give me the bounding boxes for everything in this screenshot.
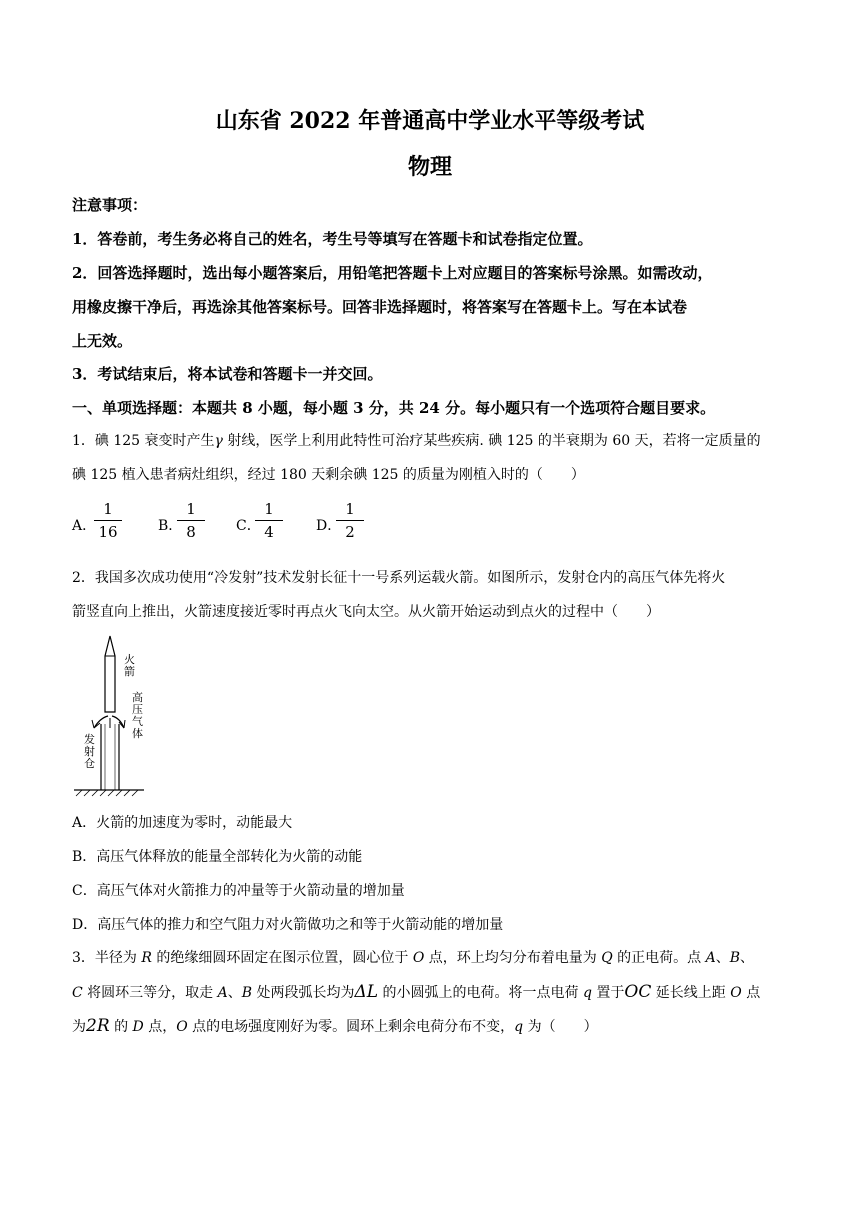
q3-line1: [72, 947, 792, 967]
symbol-A: A: [217, 985, 228, 1001]
q3-line2: [72, 982, 792, 1002]
symbol-q: q: [514, 1019, 524, 1035]
fraction-numerator: 1: [103, 500, 113, 518]
q1-option-d-fraction: [336, 500, 364, 541]
q3-text: 点: [741, 985, 761, 1001]
q3-text: 的: [109, 1019, 133, 1035]
note-item-2-line1: 2．回答选择题时，选出每小题答案后，用铅笔把答题卡上对应题目的答案标号涂黑。如需改动，: [72, 264, 713, 282]
fraction-bar: [336, 520, 364, 521]
symbol-A: A: [705, 950, 716, 966]
q1-text-a: 1．碘 125 衰变时产生: [72, 433, 215, 449]
q3-text: 处两段弧长均为: [252, 985, 355, 1001]
section-heading: 一、单项选择题：本题共 8 小题，每小题 3 分，共 24 分。每小题只有一个选项符合题目要求。: [72, 399, 716, 417]
fraction-bar: [94, 520, 122, 521]
q3-text: 为（ ）: [523, 1019, 598, 1035]
symbol-O: O: [730, 985, 742, 1001]
fraction-bar: [255, 520, 283, 521]
fraction-denominator: 8: [186, 523, 196, 541]
symbol-C: C: [72, 985, 83, 1001]
symbol-delta-L: ΔL: [354, 982, 379, 1002]
silo-label: 发射仓: [84, 733, 95, 770]
fraction-denominator: 2: [345, 523, 355, 541]
symbol-O: O: [176, 1019, 188, 1035]
q3-text: 点，环上均匀分布着电量为: [424, 950, 602, 966]
q1-option-c-fraction: [255, 500, 283, 541]
q2-option-b: B．高压气体释放的能量全部转化为火箭的动能: [72, 849, 363, 865]
fraction-denominator: 16: [98, 523, 118, 541]
q1-option-b-label: B．: [158, 518, 183, 534]
q1-option-a-label: A．: [72, 518, 97, 534]
fraction-denominator: 4: [264, 523, 274, 541]
symbol-B: B: [729, 950, 741, 966]
symbol-D: D: [132, 1019, 144, 1035]
q2-option-c: C．高压气体对火箭推力的冲量等于火箭动量的增加量: [72, 883, 405, 899]
rocket-launch-figure: [72, 632, 152, 802]
q3-text: 、: [715, 950, 730, 966]
exam-title: 山东省 2022 年普通高中学业水平等级考试: [215, 108, 645, 134]
q3-text: 置于: [591, 985, 625, 1001]
q3-text: 的绝缘细圆环固定在图示位置，圆心位于: [151, 950, 413, 966]
q1-text-b: 射线，医学上利用此特性可治疗某些疾病. 碘 125 的半衰期为 60 天，若将一定质量的: [222, 433, 761, 449]
q3-text: 、: [740, 950, 755, 966]
symbol-R: R: [141, 950, 152, 966]
gamma-symbol: γ: [214, 433, 223, 449]
q3-text: 的正电荷。点: [612, 950, 706, 966]
q2-line2: 箭竖直向上推出，火箭速度接近零时再点火飞向太空。从火箭开始运动到点火的过程中（ ）: [72, 604, 660, 620]
gas-label: 高压气体: [132, 691, 143, 740]
q3-text: 将圆环三等分，取走: [82, 985, 218, 1001]
q1-line2: 碘 125 植入患者病灶组织，经过 180 天剩余碘 125 的质量为刚植入时的（ ）: [72, 467, 585, 483]
q3-text: 3．半径为: [72, 950, 142, 966]
note-item-2-line3: 上无效。: [72, 332, 133, 350]
symbol-q: q: [582, 985, 592, 1001]
notes-heading: 注意事项：: [72, 196, 148, 214]
q3-text: 点，: [143, 1019, 177, 1035]
note-item-2-line2: 用橡皮擦干净后，再选涂其他答案标号。回答非选择题时，将答案写在答题卡上。写在本试卷: [72, 298, 688, 316]
q1-line1: [72, 430, 792, 450]
rocket-label: 火箭: [124, 653, 135, 678]
q2-option-a: A．火箭的加速度为零时，动能最大: [72, 815, 293, 831]
symbol-2R: 2R: [86, 1016, 110, 1036]
q1-option-d-label: D．: [316, 518, 342, 534]
q2-option-d: D．高压气体的推力和空气阻力对火箭做功之和等于火箭动能的增加量: [72, 917, 504, 933]
q1-option-b-fraction: [177, 500, 205, 541]
fraction-numerator: 1: [186, 500, 196, 518]
q3-text: 点的电场强度刚好为零。圆环上剩余电荷分布不变，: [187, 1019, 515, 1035]
q1-option-c-label: C．: [236, 518, 261, 534]
q2-line1: 2．我国多次成功使用“冷发射”技术发射长征十一号系列运载火箭。如图所示，发射仓内的高压气体先将火: [72, 570, 726, 586]
q3-text: 为: [72, 1019, 86, 1035]
note-item-1: 1．答卷前，考生务必将自己的姓名，考生号等填写在答题卡和试卷指定位置。: [72, 230, 593, 248]
fraction-numerator: 1: [345, 500, 355, 518]
q1-option-a-fraction: [94, 500, 122, 541]
q3-text: 延长线上距: [651, 985, 731, 1001]
symbol-O: O: [412, 950, 425, 966]
fraction-bar: [177, 520, 205, 521]
note-item-3: 3．考试结束后，将本试卷和答题卡一并交回。: [72, 365, 383, 383]
q3-text: 的小圆弧上的电荷。将一点电荷: [378, 985, 583, 1001]
symbol-B: B: [241, 985, 253, 1001]
q3-line3: [72, 1016, 792, 1036]
subject-title: 物理: [407, 154, 452, 180]
fraction-numerator: 1: [264, 500, 274, 518]
symbol-Q: Q: [601, 950, 613, 966]
q3-text: 、: [227, 985, 242, 1001]
symbol-OC: OC: [624, 982, 652, 1002]
